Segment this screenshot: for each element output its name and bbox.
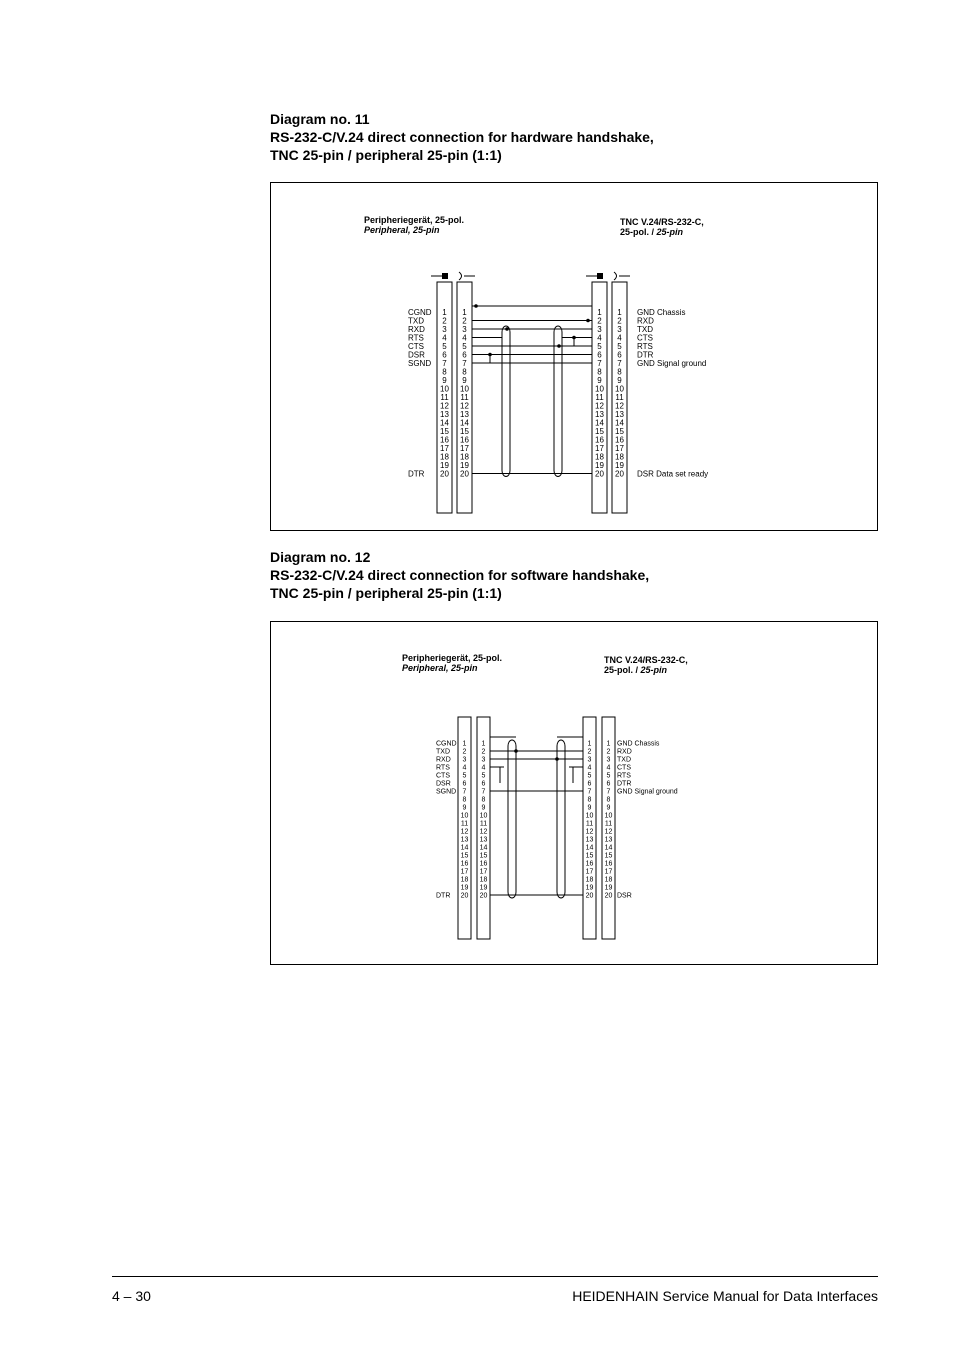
diagram-12-pin-4-7: 7 [606, 788, 611, 796]
diagram-12-pin-1-1: 1 [462, 740, 467, 748]
diagram-11-plug-symbol-0 [442, 273, 448, 279]
diagram-11-pin-3-1: 1 [597, 307, 602, 317]
diagram-11-pin-1-18: 18 [440, 452, 449, 462]
diagram-11-loop-2 [554, 326, 562, 477]
diagram-11-pin-2-12: 12 [460, 401, 469, 411]
diagram-11-pin-1-3: 3 [442, 324, 447, 334]
diagram-11-right-signal-3: TXD [637, 324, 653, 334]
diagram-12-pin-1-4: 4 [462, 764, 467, 772]
diagram-11-pin-1-17: 17 [440, 443, 449, 453]
diagram-12-pin-3-3: 3 [587, 756, 592, 764]
diagram-11-right-signal-7: GND Signal ground [637, 358, 707, 368]
diagram-11-peripheral-label-en: Peripheral, 25-pin [364, 225, 440, 235]
diagram-11-pin-1-4: 4 [442, 333, 447, 343]
diagram-12-pin-1-13: 13 [460, 836, 469, 844]
diagram-12-pin-2-9: 9 [481, 804, 486, 812]
diagram-11-pin-2-19: 19 [460, 460, 469, 470]
diagram-12-pin-1-9: 9 [462, 804, 467, 812]
diagram-11-wiring [271, 183, 877, 530]
diagram-11-socket-symbol-1 [459, 272, 462, 280]
diagram-12-description: RS-232-C/V.24 direct connection for software handshake, [270, 567, 650, 583]
diagram-12-pin-1-7: 7 [462, 788, 467, 796]
diagram-12-pin-2-2: 2 [481, 748, 486, 756]
diagram-11-pin-4-11: 11 [615, 392, 624, 402]
diagram-11-caption [270, 110, 654, 164]
diagram-11-frame [270, 182, 878, 531]
diagram-12-pin-4-2: 2 [606, 748, 611, 756]
diagram-12-pin-4-3: 3 [606, 756, 611, 764]
diagram-12-pin-3-17: 17 [585, 868, 594, 876]
diagram-11-pin-3-13: 13 [595, 409, 604, 419]
diagram-12-pin-4-15: 15 [604, 852, 613, 860]
diagram-12-caption [270, 548, 649, 602]
diagram-11-pin-2-9: 9 [462, 375, 467, 385]
diagram-12-pin-2-19: 19 [479, 884, 488, 892]
diagram-11-left-signal-dtr: DTR [408, 469, 425, 479]
diagram-11-pin-2-4: 4 [462, 333, 467, 343]
diagram-11-junction-1 [474, 304, 478, 308]
diagram-11-pin-1-5: 5 [442, 341, 447, 351]
diagram-11-pin-3-11: 11 [595, 392, 604, 402]
diagram-11-pin-1-7: 7 [442, 358, 447, 368]
diagram-11-pin-1-11: 11 [440, 392, 449, 402]
diagram-12-pin-1-8: 8 [462, 796, 467, 804]
diagram-12-right-signal-3: TXD [617, 756, 631, 764]
diagram-11-pin-2-5: 5 [462, 341, 467, 351]
diagram-11-pin-4-18: 18 [615, 452, 624, 462]
diagram-11-pin-2-6: 6 [462, 350, 467, 360]
diagram-12-pin-2-6: 6 [481, 780, 486, 788]
diagram-12-frame [270, 621, 878, 965]
diagram-11-pin-3-8: 8 [597, 367, 602, 377]
diagram-12-left-signal-dtr: DTR [436, 892, 451, 900]
diagram-12-pin-2-3: 3 [481, 756, 486, 764]
diagram-12-pin-4-19: 19 [604, 884, 613, 892]
diagram-12-pin-3-1: 1 [587, 740, 592, 748]
diagram-12-pin-1-18: 18 [460, 876, 469, 884]
diagram-11-tnc-label: TNC V.24/RS-232-C, [620, 217, 704, 227]
diagram-11-pin-3-18: 18 [595, 452, 604, 462]
diagram-12-number: Diagram no. 12 [270, 549, 371, 565]
diagram-12-right-signal-1: GND Chassis [617, 740, 660, 748]
diagram-11-socket-symbol-3 [614, 272, 617, 280]
diagram-12-pin-2-17: 17 [479, 868, 488, 876]
diagram-12-pin-2-10: 10 [479, 812, 488, 820]
diagram-11-right-signal-5: RTS [637, 341, 653, 351]
diagram-11-pin-3-14: 14 [595, 418, 604, 428]
diagram-11-peripheral-label: Peripheriegerät, 25-pol. [364, 215, 465, 225]
diagram-11-pin-3-5: 5 [597, 341, 602, 351]
diagram-12-pin-3-8: 8 [587, 796, 592, 804]
diagram-12-pin-4-5: 5 [606, 772, 611, 780]
diagram-11-right-signal-2: RXD [637, 316, 654, 326]
diagram-12-pin-1-16: 16 [460, 860, 469, 868]
diagram-12-pin-4-9: 9 [606, 804, 611, 812]
diagram-12-pin-2-4: 4 [481, 764, 486, 772]
diagram-11-pin-1-2: 2 [442, 316, 447, 326]
diagram-12-pin-3-10: 10 [585, 812, 594, 820]
diagram-12-pin-2-5: 5 [481, 772, 486, 780]
diagram-11-pin-3-20: 20 [595, 469, 604, 479]
diagram-11-pin-4-8: 8 [617, 367, 622, 377]
diagram-12-pin-3-20: 20 [585, 892, 594, 900]
diagram-11-pin-1-9: 9 [442, 375, 447, 385]
diagram-11-description: RS-232-C/V.24 direct connection for hardware handshake, [270, 129, 654, 145]
diagram-11-pin-4-10: 10 [615, 384, 624, 394]
diagram-12-pin-2-16: 16 [479, 860, 488, 868]
diagram-11-pin-4-12: 12 [615, 401, 624, 411]
diagram-11-pin-4-13: 13 [615, 409, 624, 419]
diagram-11-pin-2-13: 13 [460, 409, 469, 419]
diagram-11-left-signal-cts: CTS [408, 341, 424, 351]
manual-title: HEIDENHAIN Service Manual for Data Interfaces [572, 1288, 878, 1304]
diagram-11-right-signal-1: GND Chassis [637, 307, 686, 317]
diagram-11-left-signal-txd: TXD [408, 316, 424, 326]
diagram-12-pin-4-4: 4 [606, 764, 611, 772]
diagram-12-pin-3-18: 18 [585, 876, 594, 884]
diagram-11-pin-4-16: 16 [615, 435, 624, 445]
diagram-11-pin-4-1: 1 [617, 307, 622, 317]
diagram-12-pin-2-11: 11 [479, 820, 488, 828]
diagram-12-subtitle: TNC 25-pin / peripheral 25-pin (1:1) [270, 585, 502, 601]
diagram-12-pin-2-20: 20 [479, 892, 488, 900]
diagram-11-pin-1-16: 16 [440, 435, 449, 445]
diagram-11-left-signal-cgnd: CGND [408, 307, 432, 317]
diagram-12-pin-3-9: 9 [587, 804, 592, 812]
diagram-11-pin-4-15: 15 [615, 426, 624, 436]
diagram-11-pin-4-6: 6 [617, 350, 622, 360]
diagram-11-pin-4-19: 19 [615, 460, 624, 470]
diagram-12-pin-1-19: 19 [460, 884, 469, 892]
diagram-11-subtitle: TNC 25-pin / peripheral 25-pin (1:1) [270, 147, 502, 163]
diagram-12-pin-3-14: 14 [585, 844, 594, 852]
diagram-12-left-signal-cgnd: CGND [436, 740, 457, 748]
diagram-12-pin-4-14: 14 [604, 844, 613, 852]
diagram-11-tnc-pins-label: 25-pol. / 25-pin [620, 227, 684, 237]
diagram-12-tnc-pins-label: 25-pol. / 25-pin [604, 665, 668, 675]
diagram-12-pin-3-11: 11 [585, 820, 594, 828]
diagram-12-pin-4-13: 13 [604, 836, 613, 844]
diagram-12-pin-3-2: 2 [587, 748, 592, 756]
diagram-12-right-signal-dsr: DSR [617, 892, 632, 900]
diagram-12-left-signal-txd: TXD [436, 748, 450, 756]
diagram-11-pin-3-10: 10 [595, 384, 604, 394]
diagram-12-pin-2-14: 14 [479, 844, 488, 852]
diagram-11-pin-2-16: 16 [460, 435, 469, 445]
diagram-11-left-signal-rts: RTS [408, 333, 424, 343]
diagram-12-pin-4-17: 17 [604, 868, 613, 876]
diagram-12-pin-2-15: 15 [479, 852, 488, 860]
diagram-11-pin-4-9: 9 [617, 375, 622, 385]
diagram-11-pin-3-4: 4 [597, 333, 602, 343]
diagram-12-pin-4-11: 11 [604, 820, 613, 828]
diagram-11-pin-2-20: 20 [460, 469, 469, 479]
diagram-12-pin-2-8: 8 [481, 796, 486, 804]
diagram-11-pin-2-1: 1 [462, 307, 467, 317]
diagram-12-left-signal-rxd: RXD [436, 756, 451, 764]
diagram-12-pin-3-13: 13 [585, 836, 594, 844]
diagram-12-pin-2-1: 1 [481, 740, 486, 748]
diagram-11-pin-4-2: 2 [617, 316, 622, 326]
diagram-11-junction-6 [572, 336, 576, 340]
diagram-12-pin-4-8: 8 [606, 796, 611, 804]
diagram-12-pin-4-12: 12 [604, 828, 613, 836]
diagram-11-pin-2-11: 11 [460, 392, 469, 402]
diagram-11-pin-1-6: 6 [442, 350, 447, 360]
diagram-12-pin-4-6: 6 [606, 780, 611, 788]
diagram-11-pin-3-7: 7 [597, 358, 602, 368]
diagram-12-pin-1-3: 3 [462, 756, 467, 764]
diagram-11-pin-4-5: 5 [617, 341, 622, 351]
diagram-12-pin-3-7: 7 [587, 788, 592, 796]
diagram-12-pin-3-19: 19 [585, 884, 594, 892]
diagram-11-pin-1-1: 1 [442, 307, 447, 317]
diagram-12-pin-3-15: 15 [585, 852, 594, 860]
diagram-12-pin-2-18: 18 [479, 876, 488, 884]
diagram-12-peripheral-label-en: Peripheral, 25-pin [402, 663, 478, 673]
diagram-11-junction-2 [586, 319, 590, 323]
diagram-11-pin-3-12: 12 [595, 401, 604, 411]
diagram-11-pin-3-9: 9 [597, 375, 602, 385]
diagram-12-left-signal-rts: RTS [436, 764, 450, 772]
diagram-11-junction-5 [488, 353, 492, 357]
diagram-12-right-signal-4: CTS [617, 764, 631, 772]
diagram-11-loop-1 [502, 326, 510, 477]
diagram-12-right-signal-7: GND Signal ground [617, 788, 678, 796]
diagram-12-pin-1-12: 12 [460, 828, 469, 836]
diagram-12-loop-1 [508, 740, 516, 898]
diagram-12-pin-2-13: 13 [479, 836, 488, 844]
diagram-11-pin-1-15: 15 [440, 426, 449, 436]
diagram-11-pin-1-13: 13 [440, 409, 449, 419]
diagram-12-pin-3-6: 6 [587, 780, 592, 788]
diagram-12-pin-1-5: 5 [462, 772, 467, 780]
diagram-11-left-signal-sgnd: SGND [408, 358, 432, 368]
diagram-12-pin-1-20: 20 [460, 892, 469, 900]
diagram-12-pin-4-10: 10 [604, 812, 613, 820]
diagram-11-pin-1-10: 10 [440, 384, 449, 394]
diagram-12-left-signal-dsr: DSR [436, 780, 451, 788]
diagram-11-pin-1-8: 8 [442, 367, 447, 377]
diagram-12-pin-4-18: 18 [604, 876, 613, 884]
diagram-12-peripheral-label: Peripheriegerät, 25-pol. [402, 653, 503, 663]
diagram-11-pin-1-12: 12 [440, 401, 449, 411]
diagram-11-pin-3-6: 6 [597, 350, 602, 360]
diagram-11-right-signal-6: DTR [637, 350, 654, 360]
diagram-12-pin-4-16: 16 [604, 860, 613, 868]
diagram-12-pin-3-5: 5 [587, 772, 592, 780]
diagram-12-pin-4-20: 20 [604, 892, 613, 900]
diagram-11-pin-3-16: 16 [595, 435, 604, 445]
diagram-11-pin-2-18: 18 [460, 452, 469, 462]
diagram-11-right-signal-4: CTS [637, 333, 653, 343]
footer-rule [112, 1276, 878, 1277]
diagram-11-number: Diagram no. 11 [270, 111, 370, 127]
diagram-11-plug-symbol-2 [597, 273, 603, 279]
diagram-11-pin-4-3: 3 [617, 324, 622, 334]
diagram-11-pin-4-17: 17 [615, 443, 624, 453]
diagram-12-loop-2 [557, 740, 565, 898]
diagram-11-pin-3-15: 15 [595, 426, 604, 436]
diagram-12-tnc-label: TNC V.24/RS-232-C, [604, 655, 688, 665]
diagram-11-pin-3-3: 3 [597, 324, 602, 334]
diagram-11-pin-2-10: 10 [460, 384, 469, 394]
diagram-11-pin-1-20: 20 [440, 469, 449, 479]
diagram-12-pin-3-16: 16 [585, 860, 594, 868]
diagram-11-left-signal-dsr: DSR [408, 350, 425, 360]
diagram-12-left-signal-cts: CTS [436, 772, 450, 780]
diagram-11-pin-4-4: 4 [617, 333, 622, 343]
diagram-11-pin-2-8: 8 [462, 367, 467, 377]
diagram-12-pin-3-4: 4 [587, 764, 592, 772]
diagram-12-right-signal-5: RTS [617, 772, 631, 780]
diagram-12-pin-1-11: 11 [460, 820, 469, 828]
page-number: 4 – 30 [112, 1288, 151, 1304]
diagram-11-pin-2-15: 15 [460, 426, 469, 436]
diagram-12-pin-1-6: 6 [462, 780, 467, 788]
diagram-11-pin-2-17: 17 [460, 443, 469, 453]
diagram-12-pin-1-15: 15 [460, 852, 469, 860]
diagram-11-junction-4 [557, 344, 561, 348]
diagram-12-right-signal-6: DTR [617, 780, 632, 788]
diagram-12-wiring [271, 622, 877, 964]
diagram-12-pin-2-12: 12 [479, 828, 488, 836]
diagram-11-pin-1-14: 14 [440, 418, 449, 428]
diagram-12-pin-2-7: 7 [481, 788, 486, 796]
diagram-12-pin-4-1: 1 [606, 740, 611, 748]
diagram-11-pin-2-7: 7 [462, 358, 467, 368]
diagram-12-pin-1-14: 14 [460, 844, 469, 852]
diagram-12-right-signal-2: RXD [617, 748, 632, 756]
diagram-12-pin-3-12: 12 [585, 828, 594, 836]
diagram-11-pin-2-3: 3 [462, 324, 467, 334]
diagram-11-pin-4-14: 14 [615, 418, 624, 428]
diagram-11-left-signal-rxd: RXD [408, 324, 425, 334]
diagram-11-pin-2-14: 14 [460, 418, 469, 428]
diagram-12-pin-1-17: 17 [460, 868, 469, 876]
diagram-11-pin-4-20: 20 [615, 469, 624, 479]
diagram-11-pin-3-17: 17 [595, 443, 604, 453]
diagram-11-pin-3-2: 2 [597, 316, 602, 326]
diagram-11-pin-1-19: 19 [440, 460, 449, 470]
diagram-12-pin-1-10: 10 [460, 812, 469, 820]
diagram-12-left-signal-sgnd: SGND [436, 788, 457, 796]
diagram-11-right-signal-dsr: DSR Data set ready [637, 469, 709, 479]
diagram-11-pin-2-2: 2 [462, 316, 467, 326]
diagram-12-pin-1-2: 2 [462, 748, 467, 756]
diagram-11-pin-3-19: 19 [595, 460, 604, 470]
diagram-11-pin-4-7: 7 [617, 358, 622, 368]
